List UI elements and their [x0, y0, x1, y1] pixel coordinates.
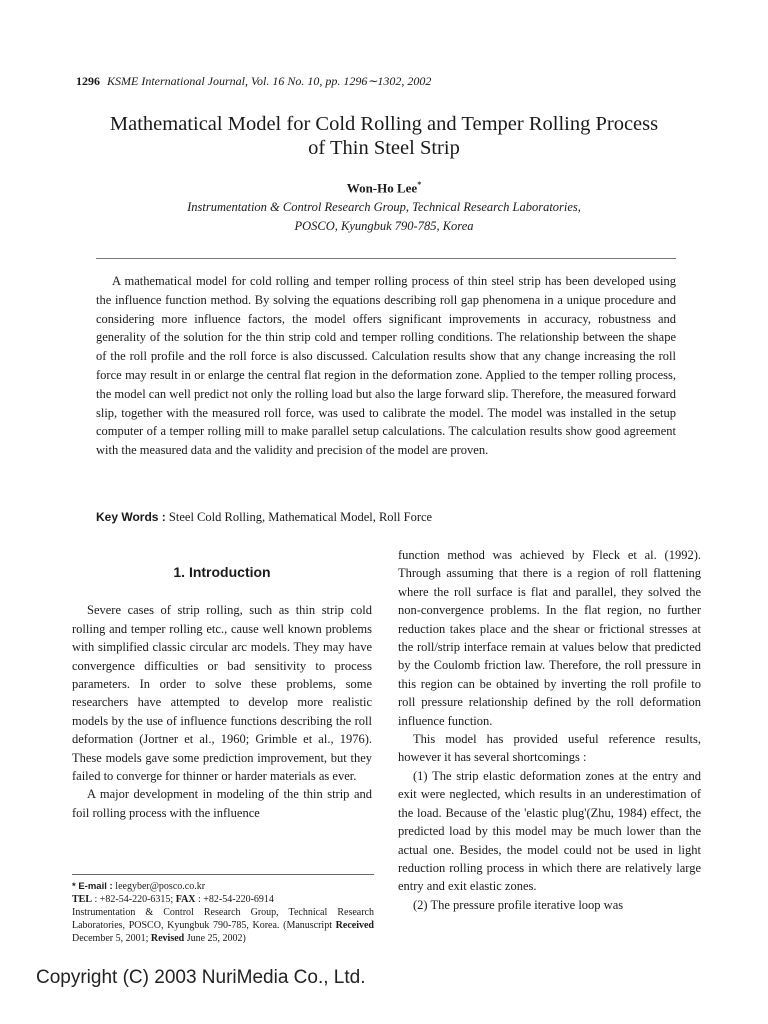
- page-number: 1296: [76, 74, 100, 88]
- author-name: Won-Ho Lee: [346, 180, 418, 196]
- abstract: A mathematical model for cold rolling and temper rolling process of thin steel strip has been developed using the influence function method. By solving the equations describing roll gap phenomena in a unique procedure and considering more influence factors, the model offers significant improvements in accuracy, robustness and generality of the solution for the thin strip cold and temper rolling conditions. The relationship between the shape of the roll profile and the roll force is also discussed. Calculation results show that any change increasing the roll force may result in or enlarge the central flat region in the deformation zone. Applied to the temper rolling process, the model can well predict not only the rolling load but also the large forward slip. Therefore, the measured forward slip, together with the measured roll force, was used to calibrate the model. The model was installed in the setup computer of a temper rolling mill to make parallel setup calculations. The calculation results show good agreement with the measured data and the validity and precision of the model are proven.: [96, 274, 676, 458]
- right-column: [398, 546, 701, 914]
- email-label: * E-mail :: [72, 881, 116, 892]
- revised-date: June 25, 2002): [184, 933, 246, 944]
- fax-number: : +82-54-220-6914: [195, 894, 274, 905]
- copyright-notice: Copyright (C) 2003 NuriMedia Co., Ltd.: [36, 967, 366, 988]
- affiliation: [60, 198, 708, 236]
- journal-citation: KSME International Journal, Vol. 16 No. 10, pp. 1296∼1302, 2002: [107, 74, 432, 88]
- affiliation-line-2: POSCO, Kyungbuk 790-785, Korea: [294, 219, 474, 233]
- footnote-address: [72, 906, 374, 945]
- received-date: December 5, 2001;: [72, 933, 151, 944]
- running-head: [76, 74, 431, 89]
- fax-label: FAX: [175, 894, 196, 905]
- intro-paragraph-2: A major development in modeling of the thin strip and foil rolling process with the influence: [72, 787, 372, 820]
- left-column: [72, 563, 372, 822]
- footnote-email-line: [72, 880, 374, 893]
- intro-paragraph-2-cont: function method was achieved by Fleck et al. (1992). Through assuming that there is a region of roll flattening where the roll surface is flat and parallel, they solved the non-convergence problems. In the flat region, no further reduction takes place and the shear or frictional stresses at the roll/strip interface remain at values below that predicted by the Coulomb friction law. Therefore, the roll pressure in this region can be obtained by inverting the roll profile to roll pressure relationship defined by the roll deformation influence function.: [398, 548, 701, 728]
- author-address: Instrumentation & Control Research Group, Technical Research Laboratories, POSCO, Kyungbuk 790-785, Korea. (Manuscript: [72, 907, 374, 931]
- intro-paragraph-3: This model has provided useful reference results, however it has several shortcomings :: [398, 732, 701, 765]
- section-heading: 1. Introduction: [173, 564, 271, 580]
- tel-number: : +82-54-220-6315;: [92, 894, 176, 905]
- title-line-2: of Thin Steel Strip: [308, 137, 460, 159]
- email-address: leegyber@posco.co.kr: [115, 881, 206, 892]
- affiliation-line-1: Instrumentation & Control Research Group, Technical Research Laboratories,: [187, 200, 581, 214]
- keywords-label: Key Words :: [96, 510, 166, 524]
- title-line-1: Mathematical Model for Cold Rolling and Temper Rolling Process: [109, 113, 659, 135]
- footnote-contact-line: [72, 893, 374, 906]
- author: [0, 180, 768, 196]
- intro-paragraph-5: (2) The pressure profile iterative loop was: [413, 897, 624, 912]
- intro-paragraph-4: (1) The strip elastic deformation zones at the entry and exit were neglected, which results in an underestimation of the load. Because of the 'elastic plug'(Zhu, 1984) effect, the predicted load by this model may be much lower than the actual one. Besides, the model could not be used in light reduction rolling process in which there are relatively large entry and exit elastic zones.: [398, 768, 701, 894]
- intro-paragraph-1: Severe cases of strip rolling, such as thin strip cold rolling and temper rolling etc., cause well known problems with simplified classic circular arc models. They may have convergence difficulties or bad sensitivity to process parameters. In order to solve these problems, some researchers have attempted to develop more realistic models by the use of influence functions describing the roll deformation (Jortner et al., 1960; Grimble et al., 1976). These models gave some prediction improvement, but they failed to converge for thinner or harder materials as ever.: [72, 603, 372, 784]
- received-label: Received: [335, 920, 374, 931]
- revised-label: Revised: [150, 933, 185, 944]
- tel-label: TEL: [72, 894, 93, 905]
- keywords-value: Steel Cold Rolling, Mathematical Model, Roll Force: [168, 510, 433, 524]
- footnote-rule: [72, 874, 374, 875]
- keywords: [96, 510, 432, 525]
- abstract-top-rule: [96, 258, 676, 259]
- footnote: [72, 880, 374, 945]
- author-footnote-mark: *: [417, 180, 422, 189]
- paper-title: [40, 112, 728, 160]
